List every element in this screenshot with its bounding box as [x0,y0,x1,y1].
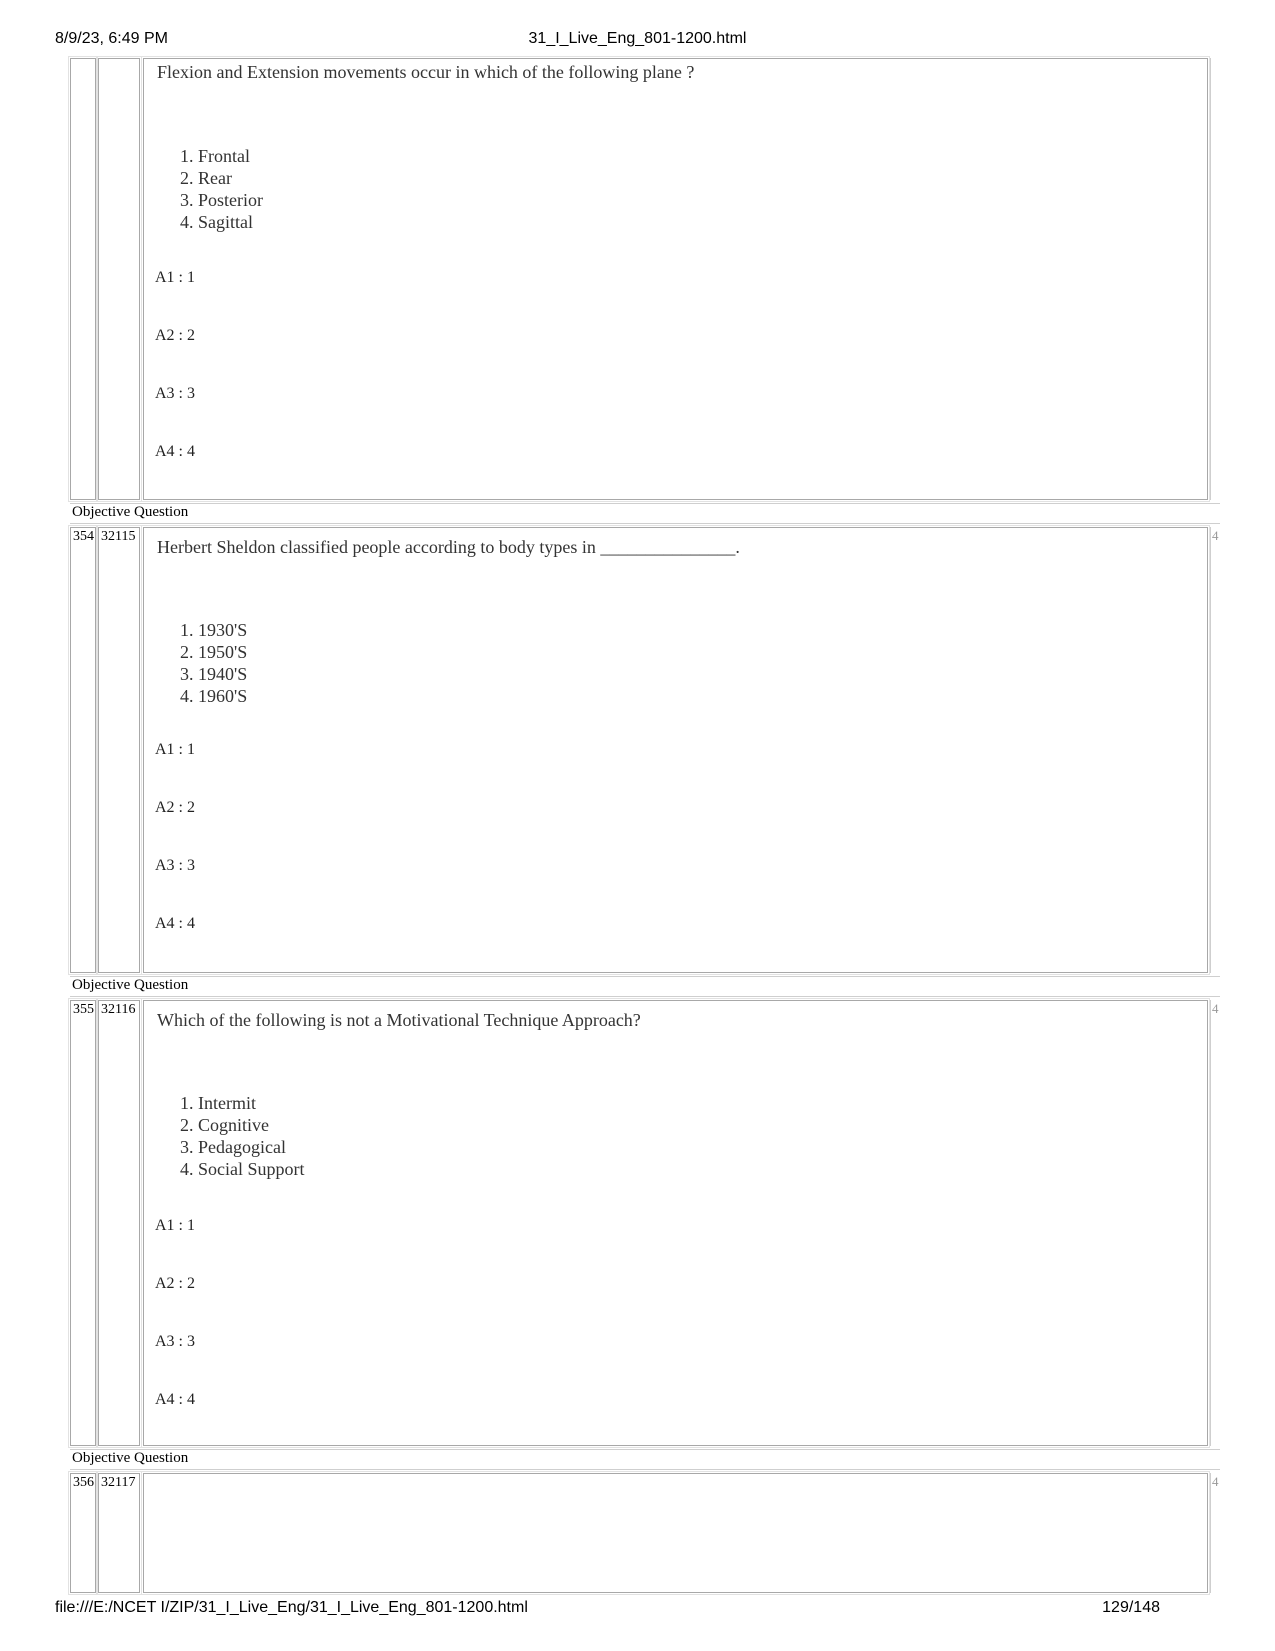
question-text: Which of the following is not a Motivational Technique Approach? [157,1010,641,1030]
id-cell [98,1000,140,1446]
answer-4: A4 : 4 [155,915,195,932]
serial-cell [70,1000,96,1446]
question-id: 32116 [101,1002,136,1017]
answer-4: A4 : 4 [155,443,195,460]
file-path: file:///E:/NCET I/ZIP/31_I_Live_Eng/31_I_Live_Eng_801-1200.html [55,1599,528,1616]
option-2: 2. 1950'S [180,642,248,662]
serial-number: 354 [73,529,94,544]
question-type-label: Objective Question [72,1450,189,1466]
id-cell [98,527,140,973]
answer-2: A2 : 2 [155,327,195,344]
id-cell [98,1473,140,1593]
answer-2: A2 : 2 [155,799,195,816]
option-2: 2. Cognitive [180,1115,269,1135]
question-text: Herbert Sheldon classified people according to body types in _______________. [157,537,740,557]
question-cell [143,58,1208,500]
id-cell [98,58,140,500]
serial-cell [70,58,96,500]
option-4: 4. Sagittal [180,212,253,232]
question-type-label: Objective Question [72,504,189,520]
truncated-marks: 4 [1212,1474,1219,1489]
serial-cell [70,527,96,973]
question-id: 32117 [101,1475,136,1490]
option-1: 1. 1930'S [180,620,248,640]
page-number: 129/148 [1102,1599,1160,1616]
question-text: Flexion and Extension movements occur in which of the following plane ? [157,62,695,82]
option-3: 3. Pedagogical [180,1137,286,1157]
print-datetime: 8/9/23, 6:49 PM [55,30,168,47]
option-1: 1. Intermit [180,1093,256,1113]
question-cell [143,1473,1208,1593]
question-id: 32115 [101,529,136,544]
answer-1: A1 : 1 [155,1217,195,1234]
answer-3: A3 : 3 [155,385,195,402]
option-4: 4. 1960'S [180,686,248,706]
serial-number: 355 [73,1002,94,1017]
option-4: 4. Social Support [180,1159,305,1179]
truncated-marks: 4 [1212,528,1219,543]
document-title: 31_I_Live_Eng_801-1200.html [528,30,747,47]
question-cell [143,527,1208,973]
option-3: 3. Posterior [180,190,263,210]
answer-1: A1 : 1 [155,269,195,286]
question-cell [143,1000,1208,1446]
truncated-marks: 4 [1212,1001,1219,1016]
answer-4: A4 : 4 [155,1391,195,1408]
option-3: 3. 1940'S [180,664,248,684]
option-2: 2. Rear [180,168,232,188]
answer-2: A2 : 2 [155,1275,195,1292]
serial-cell [70,1473,96,1593]
answer-1: A1 : 1 [155,741,195,758]
question-type-label: Objective Question [72,977,189,993]
option-1: 1. Frontal [180,146,250,166]
answer-3: A3 : 3 [155,1333,195,1350]
serial-number: 356 [73,1475,94,1490]
answer-3: A3 : 3 [155,857,195,874]
